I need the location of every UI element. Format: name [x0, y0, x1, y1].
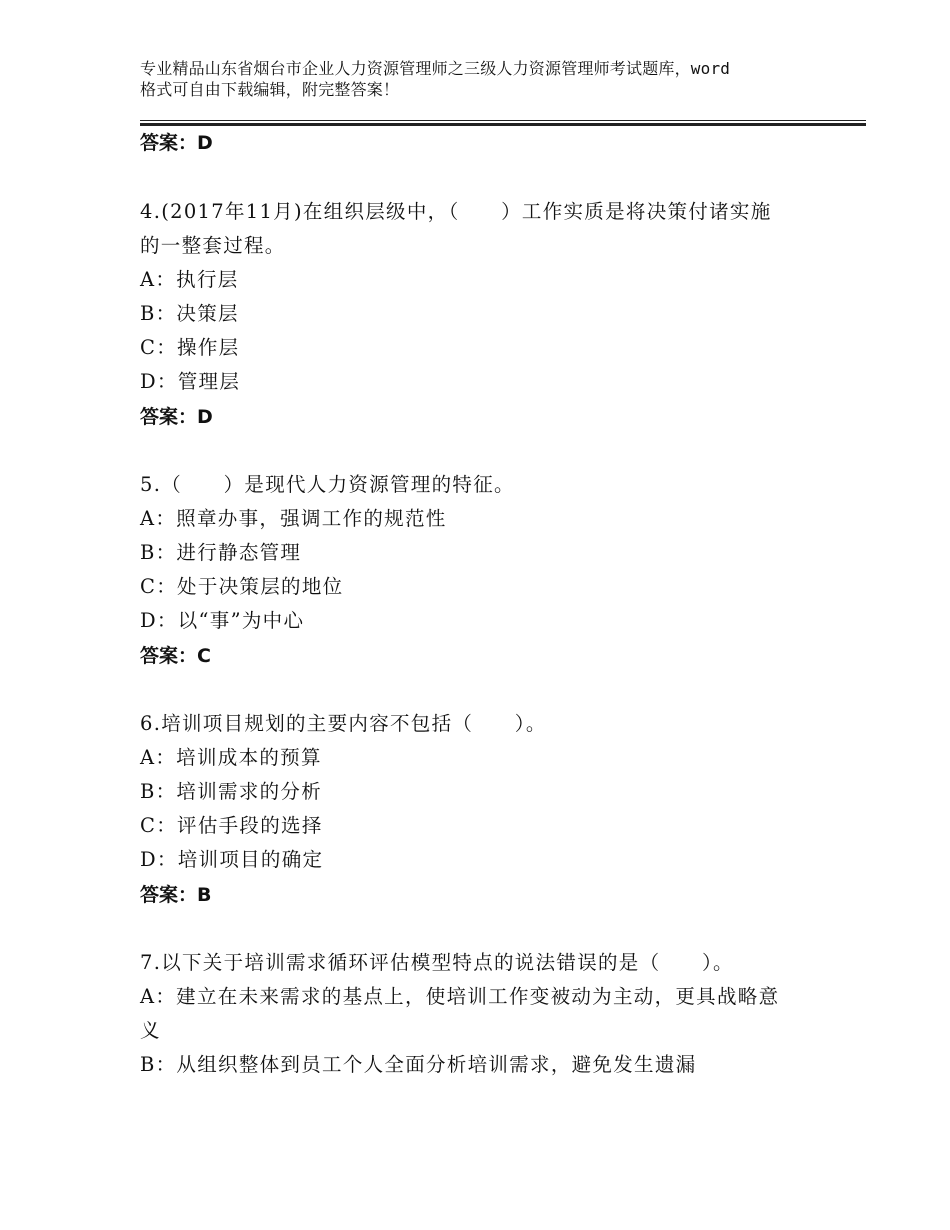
q5-stem-line-1: 5.（ ）是现代人力资源管理的特征。: [140, 473, 515, 496]
q7-option-a-line-1: A：建立在未来需求的基点上，使培训工作变被动为主动，更具战略意: [140, 985, 780, 1008]
q5-option-c: C：处于决策层的地位: [140, 575, 344, 598]
answer-q6: 答案：B: [140, 884, 212, 906]
q6-option-a: A：培训成本的预算: [140, 746, 322, 769]
q7-stem-line-1: 7.以下关于培训需求循环评估模型特点的说法错误的是（ ）。: [140, 951, 734, 974]
q6-stem-line-1: 6.培训项目规划的主要内容不包括（ ）。: [140, 712, 547, 735]
q6-option-c: C：评估手段的选择: [140, 814, 323, 837]
q5-option-a: A：照章办事，强调工作的规范性: [140, 507, 447, 530]
q7-option-b: B：从组织整体到员工个人全面分析培训需求，避免发生遗漏: [140, 1053, 697, 1076]
header-divider-thin: [140, 120, 866, 121]
q4-stem-line-2: 的一整套过程。: [140, 234, 286, 257]
answer-q5: 答案：C: [140, 645, 211, 667]
answer-q3: 答案：D: [140, 132, 213, 154]
header-line-2: 格式可自由下载编辑，附完整答案！: [140, 80, 400, 99]
q4-option-d: D：管理层: [140, 370, 241, 393]
answer-q4: 答案：D: [140, 406, 213, 428]
q6-option-d: D：培训项目的确定: [140, 848, 324, 871]
q4-option-b: B：决策层: [140, 302, 239, 325]
q4-option-a: A：执行层: [140, 268, 239, 291]
q4-option-c: C：操作层: [140, 336, 240, 359]
q4-stem-line-1: 4.(2017年11月)在组织层级中，（ ）工作实质是将决策付诸实施: [140, 200, 772, 223]
q7-option-a-line-2: 义: [140, 1019, 161, 1042]
q5-option-b: B：进行静态管理: [140, 541, 302, 564]
header-line-1: 专业精品山东省烟台市企业人力资源管理师之三级人力资源管理师考试题库，word: [140, 59, 731, 78]
q6-option-b: B：培训需求的分析: [140, 780, 323, 803]
q5-option-d: D：以“事”为中心: [140, 609, 305, 632]
document-header: [140, 58, 830, 100]
header-divider-thick: [140, 123, 866, 126]
